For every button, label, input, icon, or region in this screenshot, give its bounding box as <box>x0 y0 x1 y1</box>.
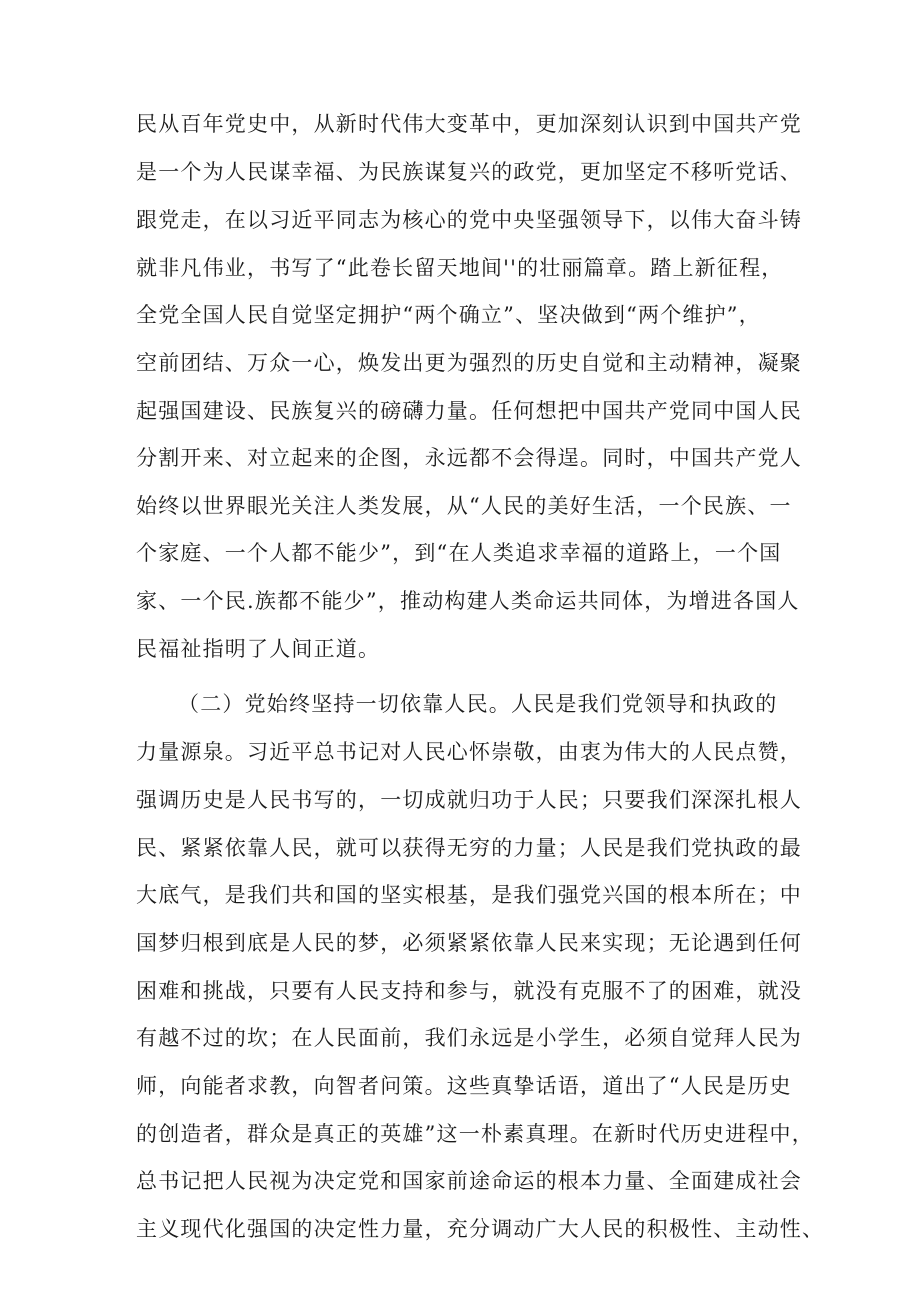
text-line: 强调历史是人民书写的，一切成就归功于人民；只要我们深深扎根人 <box>136 788 802 812</box>
text-line: 个家庭、一个人都不能少”，到“在人类追求幸福的道路上，一个国 <box>136 541 782 565</box>
text-line: 困难和挑战，只要有人民支持和参与，就没有克服不了的困难，就没 <box>136 979 802 1003</box>
text-line: 始终以世界眼光关注人类发展，从“人民的美好生活，一个民族、一 <box>136 494 792 518</box>
text-line: 家、一个民.族都不能少”，推动构建人类命运共同体，为增进各国人 <box>136 589 800 613</box>
text-line: 分割开来、对立起来的企图，永远都不会得逞。同时，中国共产党人 <box>136 446 802 470</box>
text-line: 大底气，是我们共和国的坚实根基，是我们强党兴国的根本所在；中 <box>136 883 802 907</box>
text-line: 就非凡伟业，书写了“此卷长留天地间''的壮丽篇章。踏上新征程， <box>136 256 784 280</box>
text-line: 有越不过的坎；在人民面前，我们永远是小学生，必须自觉拜人民为 <box>136 1026 802 1050</box>
text-line: 总书记把人民视为决定党和国家前途命运的根本力量、全面建成社会 <box>136 1169 802 1193</box>
text-line: 师，向能者求教，向智者问策。这些真挚话语，道出了“人民是历史 <box>136 1074 792 1098</box>
text-line: 的创造者，群众是真正的英雄”这一朴素真理。在新时代历史进程中， <box>136 1122 814 1146</box>
text-line: 力量源泉。习近平总书记对人民心怀崇敬，由衷为伟大的人民点赞， <box>136 740 802 764</box>
text-line: （二）党始终坚持一切依靠人民。人民是我们党领导和执政的 <box>178 692 778 716</box>
text-line: 全党全国人民自觉坚定拥护“两个确立”、坚决做到“两个维护”， <box>136 303 761 327</box>
text-line: 民从百年党史中，从新时代伟大变革中，更加深刻认识到中国共产党 <box>136 112 802 136</box>
text-line: 空前团结、万众一心，焕发出更为强烈的历史自觉和主动精神，凝聚 <box>136 351 802 375</box>
text-line: 民福祉指明了人间正道。 <box>136 637 381 661</box>
text-line: 起强国建设、民族复兴的磅礴力量。任何想把中国共产党同中国人民 <box>136 399 802 423</box>
text-line: 主义现代化强国的决定性力量，充分调动广大人民的积极性、主动性、 <box>136 1217 825 1241</box>
text-line: 是一个为人民谋幸福、为民族谋复兴的政党，更加坚定不移听党话、 <box>136 160 802 184</box>
text-line: 跟党走，在以习近平同志为核心的党中央坚强领导下，以伟大奋斗铸 <box>136 208 802 232</box>
text-line: 国梦归根到底是人民的梦，必须紧紧依靠人民来实现；无论遇到任何 <box>136 931 802 955</box>
text-line: 民、紧紧依靠人民，就可以获得无穷的力量；人民是我们党执政的最 <box>136 836 802 860</box>
